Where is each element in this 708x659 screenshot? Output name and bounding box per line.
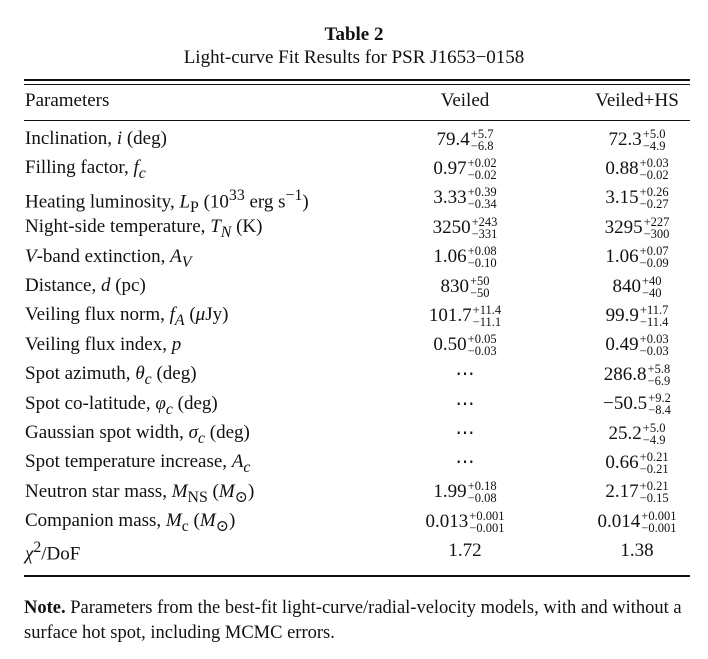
- error-lower: −0.09: [639, 256, 669, 271]
- value-main: ⋯: [455, 393, 475, 415]
- error-upper: +5.7: [470, 126, 494, 141]
- error-upper: +0.21: [639, 479, 669, 494]
- error-bounds: [473, 304, 501, 328]
- veiled-hs-value: [566, 478, 708, 507]
- value-main: 2.17: [605, 481, 639, 503]
- value-main: 0.49: [605, 334, 639, 356]
- error-upper: +227: [643, 214, 670, 229]
- table-row: [0, 390, 708, 419]
- veiled-hs-value: [566, 390, 708, 419]
- value-main: 840: [612, 275, 641, 297]
- veiled-hs-value: [566, 272, 708, 301]
- error-upper: +5.8: [647, 361, 671, 376]
- error-bounds: [472, 216, 498, 240]
- error-bounds: [640, 245, 669, 269]
- value-main: 830: [440, 275, 469, 297]
- error-upper: +50: [469, 273, 490, 288]
- error-bounds: [468, 157, 497, 181]
- table-note: [24, 596, 694, 646]
- veiled-hs-value: [566, 536, 708, 565]
- table-row: [0, 243, 708, 272]
- table-label: Table 2: [324, 24, 384, 45]
- veiled-value: [396, 419, 534, 448]
- value-main: 286.8: [603, 363, 647, 385]
- error-lower: −0.27: [639, 197, 669, 212]
- value-main: 0.88: [605, 158, 639, 180]
- value-main: ⋯: [455, 423, 475, 445]
- veiled-value: [396, 243, 534, 272]
- value-main: 1.72: [448, 540, 482, 562]
- error-upper: +11.4: [472, 303, 502, 318]
- parameter-name: Filling factor, $f_c$: [25, 157, 146, 183]
- error-upper: +0.18: [467, 479, 497, 494]
- value-main: 0.013: [425, 510, 469, 532]
- table-row: [0, 536, 708, 565]
- error-upper: +11.7: [639, 303, 669, 318]
- error-upper: +0.001: [641, 508, 677, 523]
- error-bounds: [640, 451, 669, 475]
- veiled-hs-value: [566, 184, 708, 213]
- error-bounds: [468, 186, 497, 210]
- veiled-value: [396, 507, 534, 536]
- veiled-hs-value: [566, 448, 708, 477]
- error-upper: +0.08: [467, 244, 497, 259]
- value-main: 0.66: [605, 451, 639, 473]
- error-upper: +40: [641, 273, 662, 288]
- table-row: [0, 301, 708, 330]
- error-bounds: [640, 186, 669, 210]
- error-bounds: [644, 216, 670, 240]
- error-lower: −0.15: [639, 491, 669, 506]
- header-rule: [24, 120, 690, 121]
- error-lower: −40: [641, 285, 662, 300]
- value-main: 0.014: [597, 510, 641, 532]
- parameter-name: Night-side temperature, $T_N$ (K): [25, 216, 263, 241]
- error-bounds: [471, 128, 494, 152]
- veiled-value: [396, 360, 534, 389]
- table-row: [0, 184, 708, 216]
- error-bounds: [642, 275, 662, 299]
- error-lower: −50: [469, 285, 490, 300]
- error-lower: −4.9: [642, 138, 666, 153]
- veiled-hs-value: [566, 213, 708, 242]
- parameter-name: Veiling flux index, p: [25, 333, 182, 355]
- table-body: [0, 125, 708, 566]
- table-row: [0, 478, 708, 507]
- veiled-hs-value: [566, 301, 708, 330]
- table-row: [0, 331, 708, 360]
- error-upper: +0.02: [467, 156, 497, 171]
- parameter-name: Heating luminosity, $L_P$ ($10^{33}$ erg $s^{-1}$): [25, 186, 309, 216]
- note-text: Parameters from the best-fit light-curve/radial-velocity models, with and without a surface hot spot, including MCMC errors.: [24, 598, 682, 643]
- error-lower: −0.02: [467, 168, 497, 183]
- table-top-rule-thin: [24, 84, 690, 85]
- veiled-value: [396, 213, 534, 242]
- error-bounds: [640, 304, 668, 328]
- error-bounds: [643, 422, 666, 446]
- error-bounds: [470, 275, 490, 299]
- value-main: 72.3: [608, 128, 642, 150]
- value-main: 3295: [604, 216, 643, 238]
- value-main: 99.9: [605, 305, 639, 327]
- error-lower: −0.10: [467, 256, 497, 271]
- value-main: 3.33: [433, 187, 467, 209]
- value-main: 101.7: [428, 305, 472, 327]
- parameter-name: Neutron star mass, $M_{NS}$ $(M_⊙)$: [25, 480, 255, 506]
- value-main: −50.5: [603, 393, 648, 415]
- error-lower: −11.4: [639, 315, 669, 330]
- error-upper: +0.05: [467, 332, 497, 347]
- veiled-value: [396, 272, 534, 301]
- parameter-name: Companion mass, $M_c$ $(M_⊙)$: [25, 510, 236, 535]
- parameter-name: V-band extinction, $A_V$: [25, 245, 192, 271]
- error-lower: −0.21: [639, 461, 669, 476]
- value-main: 25.2: [608, 422, 642, 444]
- header-veiled: Veiled: [440, 90, 490, 111]
- value-main: 1.99: [433, 481, 467, 503]
- parameter-name: Distance, d (pc): [25, 274, 146, 296]
- error-upper: +9.2: [648, 391, 671, 406]
- error-upper: +0.03: [639, 332, 669, 347]
- veiled-hs-value: [566, 507, 708, 536]
- parameter-name: Spot co-latitude, $\varphi_c$ (deg): [25, 392, 218, 418]
- value-main: ⋯: [455, 452, 475, 474]
- veiled-value: [396, 331, 534, 360]
- error-lower: −0.08: [467, 491, 497, 506]
- value-main: 0.97: [433, 158, 467, 180]
- error-bounds: [468, 245, 497, 269]
- veiled-value: [396, 154, 534, 183]
- error-lower: −0.34: [467, 197, 497, 212]
- error-lower: −8.4: [648, 403, 671, 418]
- value-main: 3250: [432, 216, 471, 238]
- table-row: [0, 448, 708, 477]
- veiled-value: [396, 536, 534, 565]
- value-main: 1.06: [605, 246, 639, 268]
- veiled-hs-value: [566, 243, 708, 272]
- veiled-hs-value: [566, 331, 708, 360]
- error-bounds: [648, 392, 671, 416]
- error-upper: +0.07: [639, 244, 669, 259]
- parameter-name: Veiling flux norm, $f_A$ (μJy): [25, 304, 229, 330]
- error-bounds: [648, 363, 671, 387]
- error-lower: −0.03: [467, 344, 497, 359]
- parameter-name: Inclination, i (deg): [25, 128, 167, 149]
- value-main: 79.4: [436, 128, 470, 150]
- error-upper: +243: [471, 214, 498, 229]
- veiled-hs-value: [566, 154, 708, 183]
- table-title: Light-curve Fit Results for PSR J1653−0158: [183, 47, 525, 68]
- veiled-value: [396, 478, 534, 507]
- table-row: [0, 125, 708, 154]
- veiled-hs-value: [566, 360, 708, 389]
- error-bounds: [643, 128, 666, 152]
- parameter-name: $\chi^2$/DoF: [25, 539, 81, 565]
- error-upper: +0.39: [467, 185, 497, 200]
- error-lower: −0.001: [641, 520, 677, 535]
- header-veiled-hs: Veiled+HS: [595, 90, 679, 111]
- table-top-rule: [24, 79, 690, 81]
- error-upper: +5.0: [642, 420, 666, 435]
- parameter-name: Spot azimuth, $\theta_c$ (deg): [25, 363, 197, 388]
- parameter-name: Spot temperature increase, $A_c$: [25, 451, 251, 477]
- value-main: ⋯: [455, 364, 475, 386]
- error-bounds: [640, 480, 669, 504]
- error-bounds: [640, 157, 669, 181]
- error-bounds: [640, 333, 669, 357]
- error-lower: −6.9: [647, 373, 671, 388]
- value-main: 3.15: [605, 187, 639, 209]
- error-bounds: [468, 333, 497, 357]
- value-main: 1.38: [620, 540, 654, 562]
- error-lower: −0.03: [639, 344, 669, 359]
- error-upper: +0.21: [639, 449, 669, 464]
- veiled-hs-value: [566, 125, 708, 154]
- error-lower: −300: [643, 226, 670, 241]
- table-bottom-rule: [24, 575, 690, 577]
- error-lower: −6.8: [470, 138, 494, 153]
- veiled-value: [396, 390, 534, 419]
- veiled-value: [396, 301, 534, 330]
- value-main: 1.06: [433, 246, 467, 268]
- error-lower: −331: [471, 226, 498, 241]
- table-row: [0, 154, 708, 183]
- table-row: [0, 360, 708, 389]
- error-lower: −4.9: [642, 432, 666, 447]
- error-lower: −0.02: [639, 168, 669, 183]
- value-main: 0.50: [433, 334, 467, 356]
- table-row: [0, 213, 708, 242]
- error-bounds: [641, 510, 676, 534]
- error-lower: −0.001: [469, 520, 505, 535]
- veiled-hs-value: [566, 419, 708, 448]
- error-bounds: [469, 510, 504, 534]
- error-upper: +5.0: [642, 126, 666, 141]
- error-lower: −11.1: [472, 315, 502, 330]
- veiled-value: [396, 184, 534, 213]
- error-upper: +0.03: [639, 156, 669, 171]
- veiled-value: [396, 125, 534, 154]
- error-upper: +0.001: [469, 508, 505, 523]
- header-parameters: Parameters: [25, 90, 110, 111]
- error-bounds: [468, 480, 497, 504]
- note-label: Note.: [24, 598, 66, 618]
- error-upper: +0.26: [639, 185, 669, 200]
- veiled-value: [396, 448, 534, 477]
- parameter-name: Gaussian spot width, $\sigma_c$ (deg): [25, 421, 250, 447]
- table-row: [0, 419, 708, 448]
- table-row: [0, 507, 708, 536]
- table-row: [0, 272, 708, 301]
